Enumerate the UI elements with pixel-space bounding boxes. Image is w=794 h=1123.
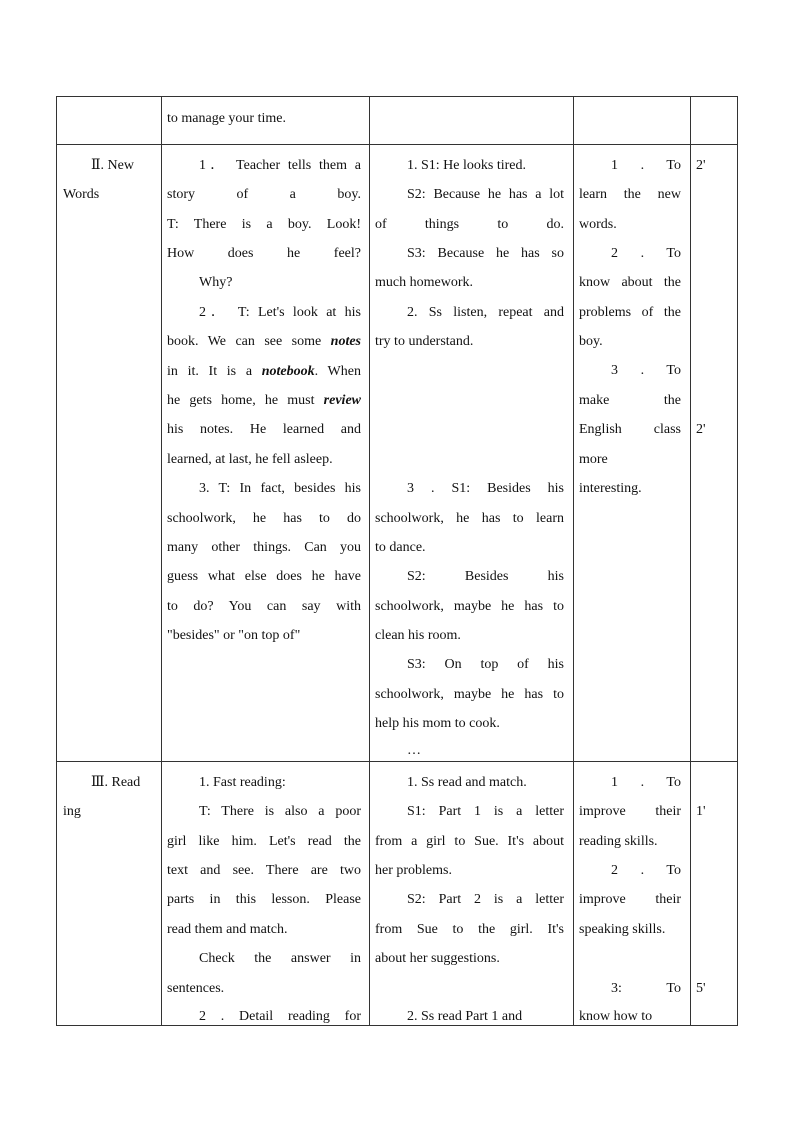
row0-teacher-line: to manage your time. xyxy=(167,111,286,126)
row1-time-line: 2' xyxy=(696,422,706,437)
row1-step-cell xyxy=(57,145,162,762)
row1-teacher-line: learned, at last, he fell asleep. xyxy=(167,452,333,467)
row2-purpose-line: improve their xyxy=(579,892,681,907)
row1-student-line: schoolwork, maybe he has to xyxy=(375,599,564,614)
row2-step-line: Ⅲ. Read xyxy=(91,775,141,790)
row1-teacher-line: story of a boy. xyxy=(167,187,361,202)
row2-teacher-line: 1. Fast reading: xyxy=(199,775,286,790)
row1-teacher-line xyxy=(167,363,361,381)
row2-student-line: S2: Part 2 is a letter xyxy=(407,892,564,907)
row2-student-line: S1: Part 1 is a letter xyxy=(407,804,564,819)
row2-time-line: 1' xyxy=(696,804,706,819)
row1-student-line: schoolwork, he has to learn xyxy=(375,511,564,526)
row1-purpose-line: interesting. xyxy=(579,481,642,496)
row1-teacher-line: How does he feel? xyxy=(167,246,361,261)
row2-teacher-line: 2 . Detail reading for xyxy=(199,1009,361,1024)
row1-student-line: clean his room. xyxy=(375,628,461,643)
row1-purpose-line: learn the new xyxy=(579,187,681,202)
row1-teacher-line: 1． Teacher tells them a xyxy=(199,158,361,173)
text-segment: book. We can see some xyxy=(167,334,331,349)
row1-time-cell xyxy=(691,145,738,762)
row2-purpose-line: 1 . To xyxy=(611,775,681,790)
row1-student-line: 1. S1: He looks tired. xyxy=(407,158,526,173)
row1-student-line: try to understand. xyxy=(375,334,474,349)
row2-step-cell xyxy=(57,762,162,1026)
row1-student-line: S3: On top of his xyxy=(407,657,564,672)
vocab-emphasis: notebook xyxy=(261,364,315,379)
row2-purpose-line: 3: To xyxy=(611,981,681,996)
row1-student-line: to dance. xyxy=(375,540,426,555)
row2-purpose-line: reading skills. xyxy=(579,834,658,849)
text-segment: . When xyxy=(314,364,361,379)
row1-student-line: S3: Because he has so xyxy=(407,246,564,261)
row0-purpose-cell xyxy=(574,97,691,145)
row1-teacher-line: T: There is a boy. Look! xyxy=(167,217,361,232)
row0-student-cell xyxy=(370,97,574,145)
row2-teacher-line: sentences. xyxy=(167,981,225,996)
lesson-plan-table xyxy=(56,96,738,1026)
row1-purpose-line: make the xyxy=(579,393,681,408)
row2-teacher-line: read them and match. xyxy=(167,922,288,937)
row1-teacher-line: 2． T: Let's look at his xyxy=(199,305,361,320)
row1-teacher-line: schoolwork, he has to do xyxy=(167,511,361,526)
row1-teacher-line: Why? xyxy=(199,275,233,290)
row1-purpose-line: 3 . To xyxy=(611,363,681,378)
text-segment: he gets home, he must xyxy=(167,393,324,408)
row2-student-line: 2. Ss read Part 1 and xyxy=(407,1009,523,1024)
row2-teacher-line: text and see. There are two xyxy=(167,863,361,878)
vocab-emphasis: review xyxy=(323,393,361,408)
row1-student-line: schoolwork, maybe he has to xyxy=(375,687,564,702)
row2-student-line: about her suggestions. xyxy=(375,951,500,966)
row1-student-line: help his mom to cook. xyxy=(375,716,500,731)
row2-teacher-line: girl like him. Let's read the xyxy=(167,834,361,849)
row1-purpose-line: more xyxy=(579,452,608,467)
row1-teacher-line: to do? You can say with xyxy=(167,599,361,614)
row2-student-line: 1. Ss read and match. xyxy=(407,775,527,790)
row1-student-line: S2: Because he has a lot xyxy=(407,187,564,202)
row1-step-line: Ⅱ. New xyxy=(91,158,134,173)
row0-time-cell xyxy=(691,97,738,145)
vocab-emphasis: notes xyxy=(330,334,361,349)
row1-student-line: 3 . S1: Besides his xyxy=(407,481,564,496)
row1-student-line: 2. Ss listen, repeat and xyxy=(407,305,564,320)
row2-teacher-line: Check the answer in xyxy=(199,951,361,966)
row1-student-line: of things to do. xyxy=(375,217,564,232)
row1-purpose-line: 2 . To xyxy=(611,246,681,261)
row2-purpose-line: improve their xyxy=(579,804,681,819)
row2-purpose-line: know how to xyxy=(579,1009,653,1024)
row2-purpose-line: 2 . To xyxy=(611,863,681,878)
row2-student-line: from Sue to the girl. It's xyxy=(375,922,564,937)
row1-teacher-line: "besides" or "on top of" xyxy=(167,628,301,643)
row2-teacher-line: parts in this lesson. Please xyxy=(167,892,361,907)
row1-purpose-line: boy. xyxy=(579,334,603,349)
row2-student-line: her problems. xyxy=(375,863,452,878)
row1-purpose-line: English class xyxy=(579,422,681,437)
row1-purpose-line: words. xyxy=(579,217,617,232)
row1-purpose-line: 1 . To xyxy=(611,158,681,173)
row2-step-line: ing xyxy=(63,804,81,819)
row1-teacher-line xyxy=(167,392,361,410)
row1-teacher-line: guess what else does he have xyxy=(167,569,361,584)
row2-time-line: 5' xyxy=(696,981,706,996)
row1-student-line: S2: Besides his xyxy=(407,569,564,584)
row2-student-line: from a girl to Sue. It's about xyxy=(375,834,564,849)
row1-teacher-line xyxy=(167,333,361,351)
row1-teacher-line: many other things. Can you xyxy=(167,540,361,555)
row2-teacher-line: T: There is also a poor xyxy=(199,804,361,819)
row1-student-line: … xyxy=(407,743,421,758)
row0-step-cell xyxy=(57,97,162,145)
row1-student-line: much homework. xyxy=(375,275,473,290)
row1-step-line: Words xyxy=(63,187,100,202)
row1-teacher-line: 3. T: In fact, besides his xyxy=(199,481,361,496)
row1-purpose-line: problems of the xyxy=(579,305,681,320)
row1-purpose-line: know about the xyxy=(579,275,681,290)
row1-time-line: 2' xyxy=(696,158,706,173)
row1-teacher-line: his notes. He learned and xyxy=(167,422,361,437)
row2-purpose-line: speaking skills. xyxy=(579,922,666,937)
text-segment: in it. It is a xyxy=(167,364,262,379)
